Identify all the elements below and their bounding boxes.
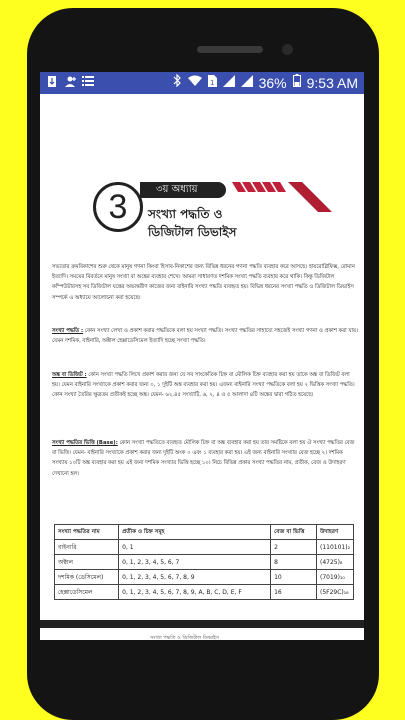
intro-paragraph: সভ্যতার ক্রমবিকাশের শুরু থেকে মানুষ গণনা কিংবা হিসাব-নিকাশের জন্য বিভিন্ন ধরনের গণনা পদ্ধতি ব্যবহার করে আসছে। হায়রোগ্লিফিক্স, রোমান ইত্যাদি। সময়ের বিবর্তনে মানুষ সংখ্যা বা অঙ্কের ব্যবহার শেখে। আমরা সাধারণত দশমিক সংখ্যা পদ্ধতি ব্যবহার করে থাকি। কিন্তু ডিজিটাল কম্পিউটারসহ সব ডিজিটাল যন্ত্রের অভ্যন্তরীণ কাজের জন্য বাইনারি সংখ্যা পদ্ধতি ব্যবহৃত হয়। বিভিন্ন ধরনের সংখ্যা পদ্ধতি ও ডিজিটাল ডিভাইস সম্পর্কে এ অধ্যায়ে আলোচনা করা হয়েছে। xyxy=(52,264,355,301)
battery-icon xyxy=(293,74,301,91)
table-cell: (110101)₂ xyxy=(317,540,354,555)
chapter-banner-stripes xyxy=(232,182,332,212)
svg-text:1: 1 xyxy=(209,78,215,87)
table-cell: দশমিক (ডেসিমেল) xyxy=(55,570,119,585)
status-bar xyxy=(40,72,364,94)
table-cell: (7019)₁₀ xyxy=(317,570,354,585)
table-cell: অক্টাল xyxy=(55,555,119,570)
signal-icon xyxy=(223,75,235,91)
table-header-row xyxy=(55,525,354,540)
table-cell: 0, 1 xyxy=(119,540,271,555)
table-cell: হেক্সাডেসিমেল xyxy=(55,585,119,600)
table-cell: 10 xyxy=(271,570,317,585)
next-page-header: সংখ্যা পদ্ধতি ও ডিজিটাল ডিভাইস xyxy=(150,635,220,640)
table-row xyxy=(55,570,354,585)
page-separator xyxy=(40,620,364,628)
table-header: সংখ্যা পদ্ধতির নাম xyxy=(55,525,119,540)
list-icon xyxy=(82,75,94,89)
digit-paragraph: অঙ্ক বা ডিজিট : কোন সংখ্যা পদ্ধতি লিখে প্রকাশ করার জন্য যে সব সাংকেতিক চিহ্ন বা মৌলিক চিহ্ন ব্যবহার করা হয় তাকে অঙ্ক বা ডিজিট বলা হয়। যেমন বাইনারি সংখ্যাকে প্রকাশ করার জন্য ০, ১ দুইটি অঙ্ক ব্যবহার করা হয়। এজন্য বাইনারি সংখ্যা পদ্ধতিকে বলা হয় ২ ভিত্তিক সংখ্যা পদ্ধতি। কোন সংখ্যা তৈরির ক্ষুদ্রতম প্রতীকই হচ্ছে অঙ্ক। যেমন- ৬২,৪৫ সংখ্যাটি, ৬, ২, ৪ ও ৫ আলাদা ৪টি অঙ্কের দ্বারা গঠিত হয়েছে। xyxy=(52,372,355,399)
speaker-grille xyxy=(197,46,263,53)
table-cell: 16 xyxy=(271,585,317,600)
base-paragraph: সংখ্যা পদ্ধতির ভিত্তি (Base): কোন সংখ্যা পদ্ধতিতে ব্যবহৃত মৌলিক চিহ্ন বা অঙ্ক ব্যবহার করা হয় তার সমষ্টিকে বলা হয় ঐ সংখ্যা পদ্ধতির বেজ বা ভিত্তি। যেমন- বাইনারি সংখ্যাকে প্রকাশ করার জন্য দুইটি অংক ০ এবং ১ ব্যবহার করা হয়। এই জন্য বাইনারি সংখ্যার বেজ হচ্ছে ২। দশমিক সংখ্যায় ১০টি অঙ্ক ব্যবহার করা হয় এই জন্য দশমিক সংখ্যার ভিত্তি হচ্ছে ১০। নিচে বিভিন্ন প্রকার সংখ্যা পদ্ধতির নাম, প্রতীক, বেজ ও উদাহরণ দেখানো হল। xyxy=(52,440,355,477)
screen xyxy=(40,72,364,640)
chapter-number: 3 xyxy=(93,182,143,232)
table-header: প্রতীক ও চিহ্ন সমূহ xyxy=(119,525,271,540)
table-cell: বাইনারি xyxy=(55,540,119,555)
table-row xyxy=(55,540,354,555)
sim-icon xyxy=(208,75,217,91)
file-download-icon xyxy=(46,75,58,89)
chapter-title-line2: ডিজিটাল ডিভাইস xyxy=(148,225,237,239)
table-row xyxy=(55,585,354,600)
table-cell: (5F29C)₁₆ xyxy=(317,585,354,600)
battery-percent: 36% xyxy=(258,74,287,91)
signal-icon-2 xyxy=(241,75,253,91)
person-add-icon xyxy=(64,75,76,89)
table-header: বেজ বা ভিত্তি xyxy=(271,525,317,540)
table-cell: 2 xyxy=(271,540,317,555)
front-camera xyxy=(282,44,293,55)
number-system-paragraph: সংখ্যা পদ্ধতি : কোন সংখ্যা লেখা ও প্রকাশ করার পদ্ধতিকে বলা হয় সংখ্যা পদ্ধতি। সংখ্যা পদ্ধতির সাহায্যে সহজেই সংখ্যা গণনা ও প্রকাশ করা যায়। যেমন দশমিক, বাইনারি, অক্টাল হেক্সাডেসিমেল ইত্যাদি হচ্ছে সংখ্যা পদ্ধতি। xyxy=(52,328,358,345)
table-row xyxy=(55,555,354,570)
chapter-title-line1: সংখ্যা পদ্ধতি ও xyxy=(148,207,223,221)
clock: 9:53 AM xyxy=(306,74,358,91)
table-cell: 0, 1, 2, 3, 4, 5, 6, 7, 8, 9 xyxy=(119,570,271,585)
wifi-icon xyxy=(188,75,202,91)
table-header: উদাহরণ xyxy=(317,525,354,540)
bluetooth-icon xyxy=(173,74,182,91)
table-cell: 8 xyxy=(271,555,317,570)
number-system-table xyxy=(54,524,354,600)
table-cell: (4725)₈ xyxy=(317,555,354,570)
table-cell: 0, 1, 2, 3, 4, 5, 6, 7 xyxy=(119,555,271,570)
pdf-page[interactable] xyxy=(40,94,364,640)
table-cell: 0, 1, 2, 3, 4, 5, 6, 7, 8, 9, A, B, C, D, E, F xyxy=(119,585,271,600)
chapter-label: ৩য় অধ্যায় xyxy=(140,182,226,198)
